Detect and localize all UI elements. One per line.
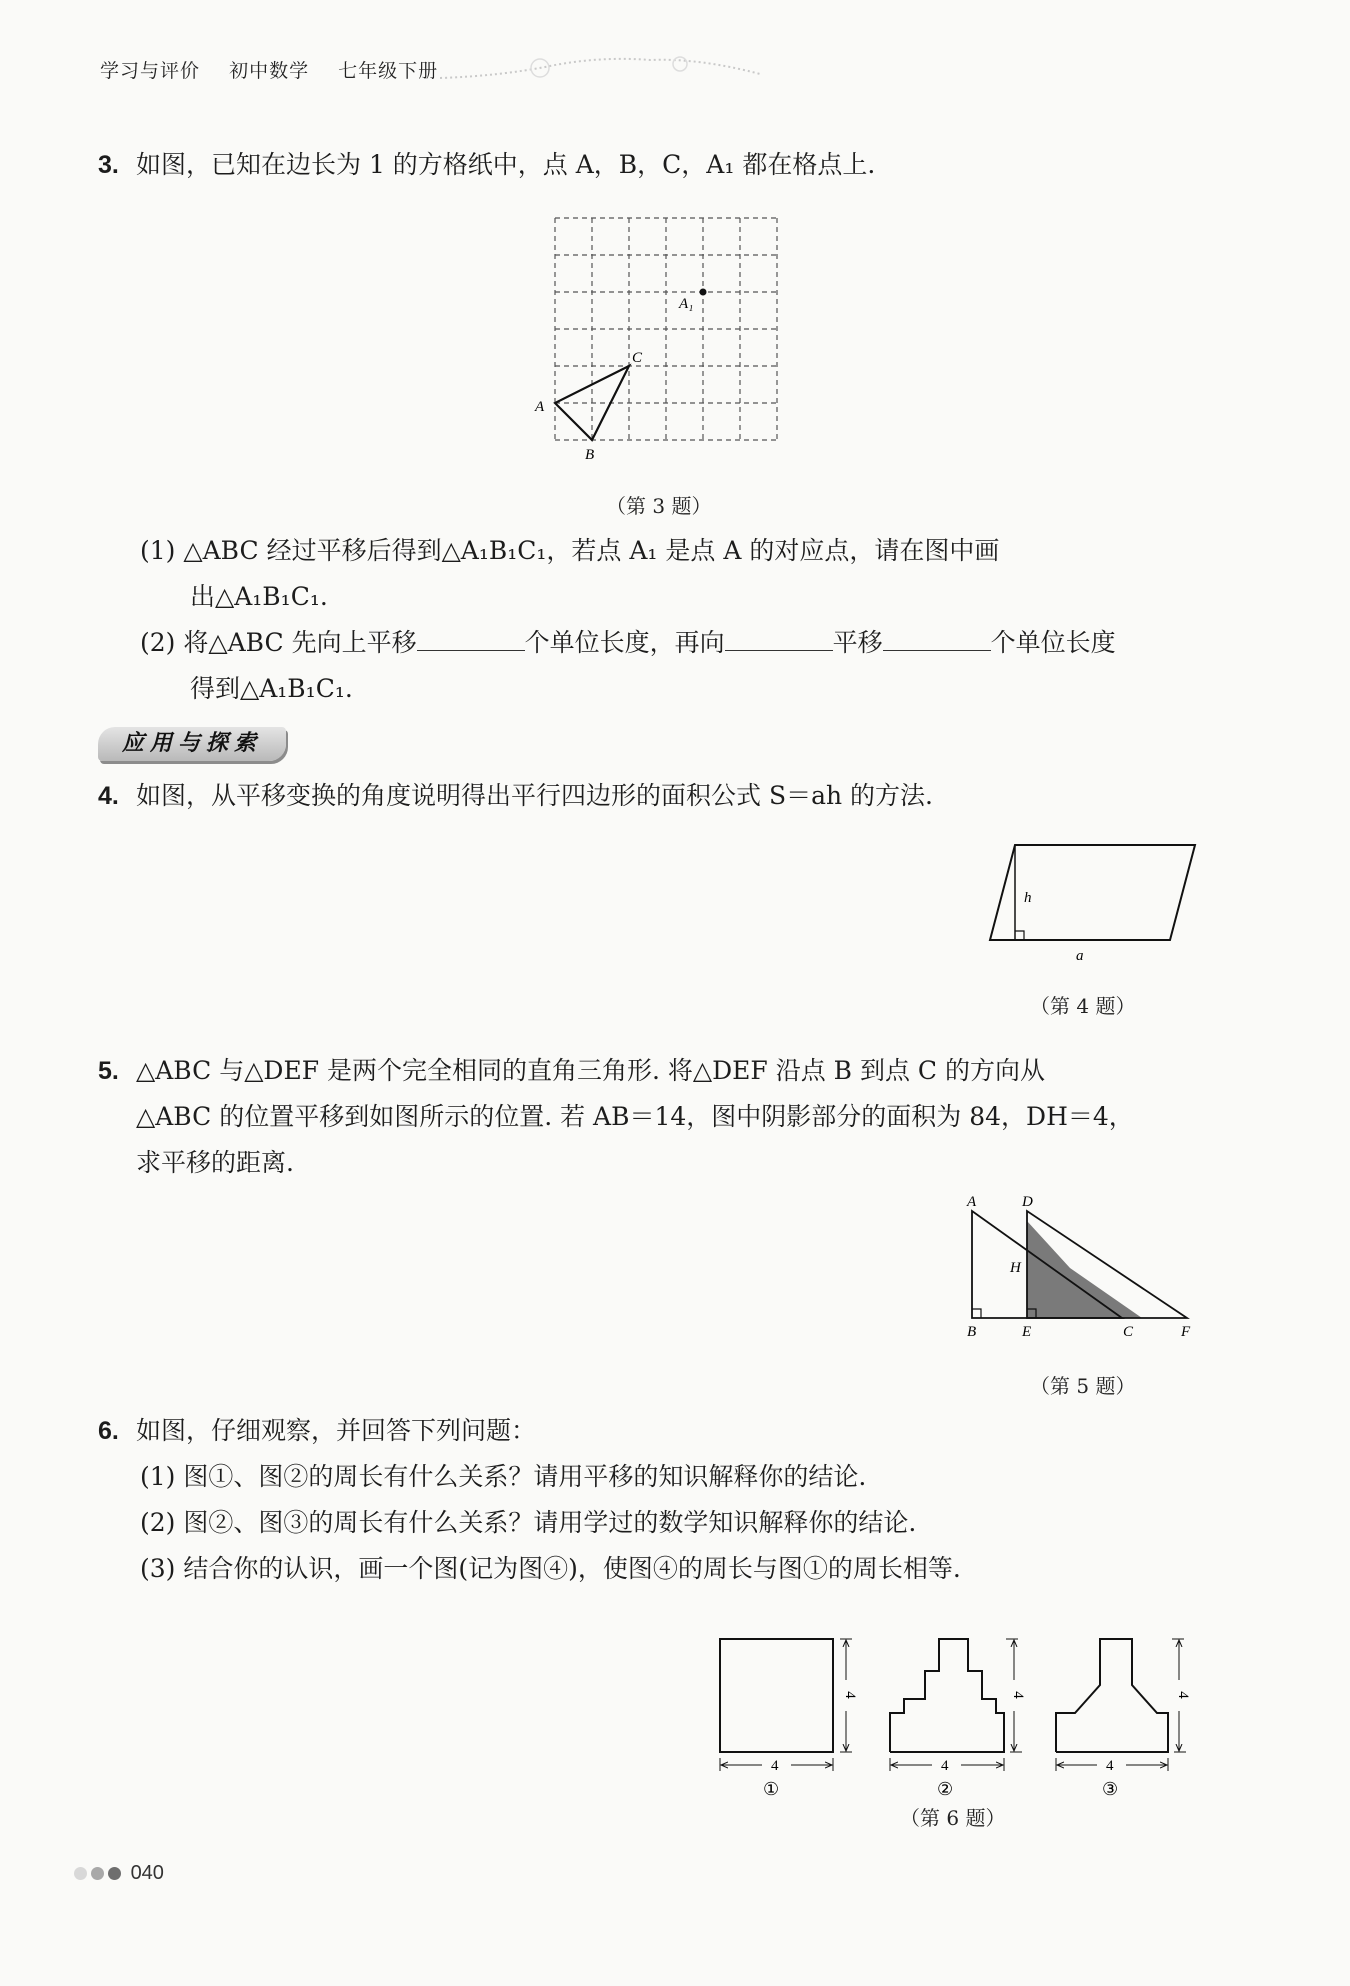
label-a: a xyxy=(1076,948,1084,964)
label-A: A xyxy=(967,1194,977,1210)
page-number-area xyxy=(74,1862,164,1885)
part-text-d: 个单位长度 xyxy=(990,628,1116,657)
question-4 xyxy=(98,773,1258,819)
part-number: (1) xyxy=(140,536,176,565)
question-text: 如图，从平移变换的角度说明得出平行四边形的面积公式 S＝ah 的方法. xyxy=(136,781,933,810)
q3-part1-cont: 出△A₁B₁C₁. xyxy=(190,582,328,611)
answer-blank-direction[interactable] xyxy=(725,620,833,651)
right-angle-mark xyxy=(1015,931,1024,940)
figure-1 xyxy=(720,1639,858,1799)
label-a1: A₁ xyxy=(679,296,694,312)
answer-blank-up[interactable] xyxy=(417,620,525,651)
figure-2 xyxy=(890,1639,1026,1799)
dim-height-2: 4 xyxy=(1010,1691,1026,1699)
parallelogram-figure xyxy=(970,835,1210,970)
part-text-c: 平移 xyxy=(832,628,883,657)
question-line-1: △ABC 与△DEF 是两个完全相同的直角三角形. 将△DEF 沿点 B 到点 C 的方向从 xyxy=(136,1056,1045,1085)
running-header xyxy=(100,56,460,83)
label-F: F xyxy=(1181,1324,1191,1340)
part-number: (2) xyxy=(140,628,176,657)
answer-blank-units[interactable] xyxy=(883,620,991,651)
question-text: 如图，已知在边长为 1 的方格纸中，点 A，B，C，A₁ 都在格点上. xyxy=(136,150,876,179)
question-number: 3. xyxy=(98,151,119,179)
question-number: 4. xyxy=(98,782,119,810)
question-6 xyxy=(98,1408,1258,1454)
label-D: D xyxy=(1022,1194,1033,1210)
q3-part2-cont: 得到△A₁B₁C₁. xyxy=(190,674,353,703)
fig-label-3: ③ xyxy=(1102,1779,1119,1799)
page-dot-light xyxy=(74,1867,87,1880)
perimeter-figures xyxy=(700,1625,1200,1805)
page-dot-mid xyxy=(91,1867,104,1880)
right-angle-b xyxy=(972,1309,981,1318)
dim-width-3: 4 xyxy=(1106,1758,1114,1774)
parallelogram xyxy=(990,845,1195,940)
fig-label-2: ② xyxy=(937,1779,954,1799)
header-grade: 七年级下册 xyxy=(338,60,439,82)
dim-height-3: 4 xyxy=(1175,1691,1191,1699)
figure-caption-3: （第 3 题） xyxy=(606,494,712,518)
label-H: H xyxy=(1010,1260,1021,1276)
q5-line-3: 求平移的距离. xyxy=(136,1148,294,1177)
triangles-figure xyxy=(955,1188,1205,1343)
q6-part2: (2) 图②、图③的周长有什么关系？请用学过的数学知识解释你的结论. xyxy=(140,1508,917,1537)
stepped-shape xyxy=(890,1639,1004,1752)
dim-width-1: 4 xyxy=(771,1758,779,1774)
label-h: h xyxy=(1024,890,1032,906)
label-E: E xyxy=(1022,1324,1032,1340)
dim-width-2: 4 xyxy=(941,1758,949,1774)
q5-line-2: △ABC 的位置平移到如图所示的位置. 若 AB＝14，图中阴影部分的面积为 84，DH＝4， xyxy=(136,1102,1134,1131)
label-c: C xyxy=(632,350,643,366)
part-text-b: 个单位长度，再向 xyxy=(524,628,725,657)
page-dot-dark xyxy=(108,1867,121,1880)
chamfered-shape xyxy=(1056,1639,1168,1752)
point-a1 xyxy=(700,289,707,296)
figure-3 xyxy=(1056,1639,1191,1799)
q3-part2 xyxy=(140,620,1290,666)
label-C: C xyxy=(1123,1324,1134,1340)
part-text-a: 将△ABC 先向上平移 xyxy=(183,628,417,657)
question-text: 如图，仔细观察，并回答下列问题： xyxy=(136,1416,537,1445)
q6-part3: (3) 结合你的认识，画一个图(记为图④)，使图④的周长与图①的周长相等. xyxy=(140,1554,961,1583)
header-subject: 初中数学 xyxy=(229,60,310,82)
figure-caption-5: （第 5 题） xyxy=(1030,1374,1136,1398)
header-book: 学习与评价 xyxy=(100,60,201,82)
label-b: B xyxy=(585,447,595,463)
figure-caption-6: （第 6 题） xyxy=(900,1806,1006,1830)
dim-height-1: 4 xyxy=(842,1691,858,1699)
grid-figure xyxy=(520,205,790,470)
label-B: B xyxy=(967,1324,977,1340)
q6-part1: (1) 图①、图②的周长有什么关系？请用平移的知识解释你的结论. xyxy=(140,1462,867,1491)
page-number: 040 xyxy=(130,1862,164,1884)
q3-part1 xyxy=(140,528,1260,574)
question-5 xyxy=(98,1048,1278,1094)
header-decoration xyxy=(440,48,770,88)
shaded-region xyxy=(1027,1221,1142,1318)
figure-caption-4: （第 4 题） xyxy=(1030,994,1136,1018)
part-text: △ABC 经过平移后得到△A₁B₁C₁，若点 A₁ 是点 A 的对应点，请在图中画 xyxy=(183,536,1000,565)
question-3 xyxy=(98,142,1258,188)
question-number: 6. xyxy=(98,1417,119,1445)
fig-label-1: ① xyxy=(763,1779,780,1799)
section-banner: 应用与探索 xyxy=(98,727,286,761)
grid-lines xyxy=(555,218,777,440)
question-number: 5. xyxy=(98,1057,119,1085)
label-a: A xyxy=(535,399,545,415)
square xyxy=(720,1639,833,1752)
